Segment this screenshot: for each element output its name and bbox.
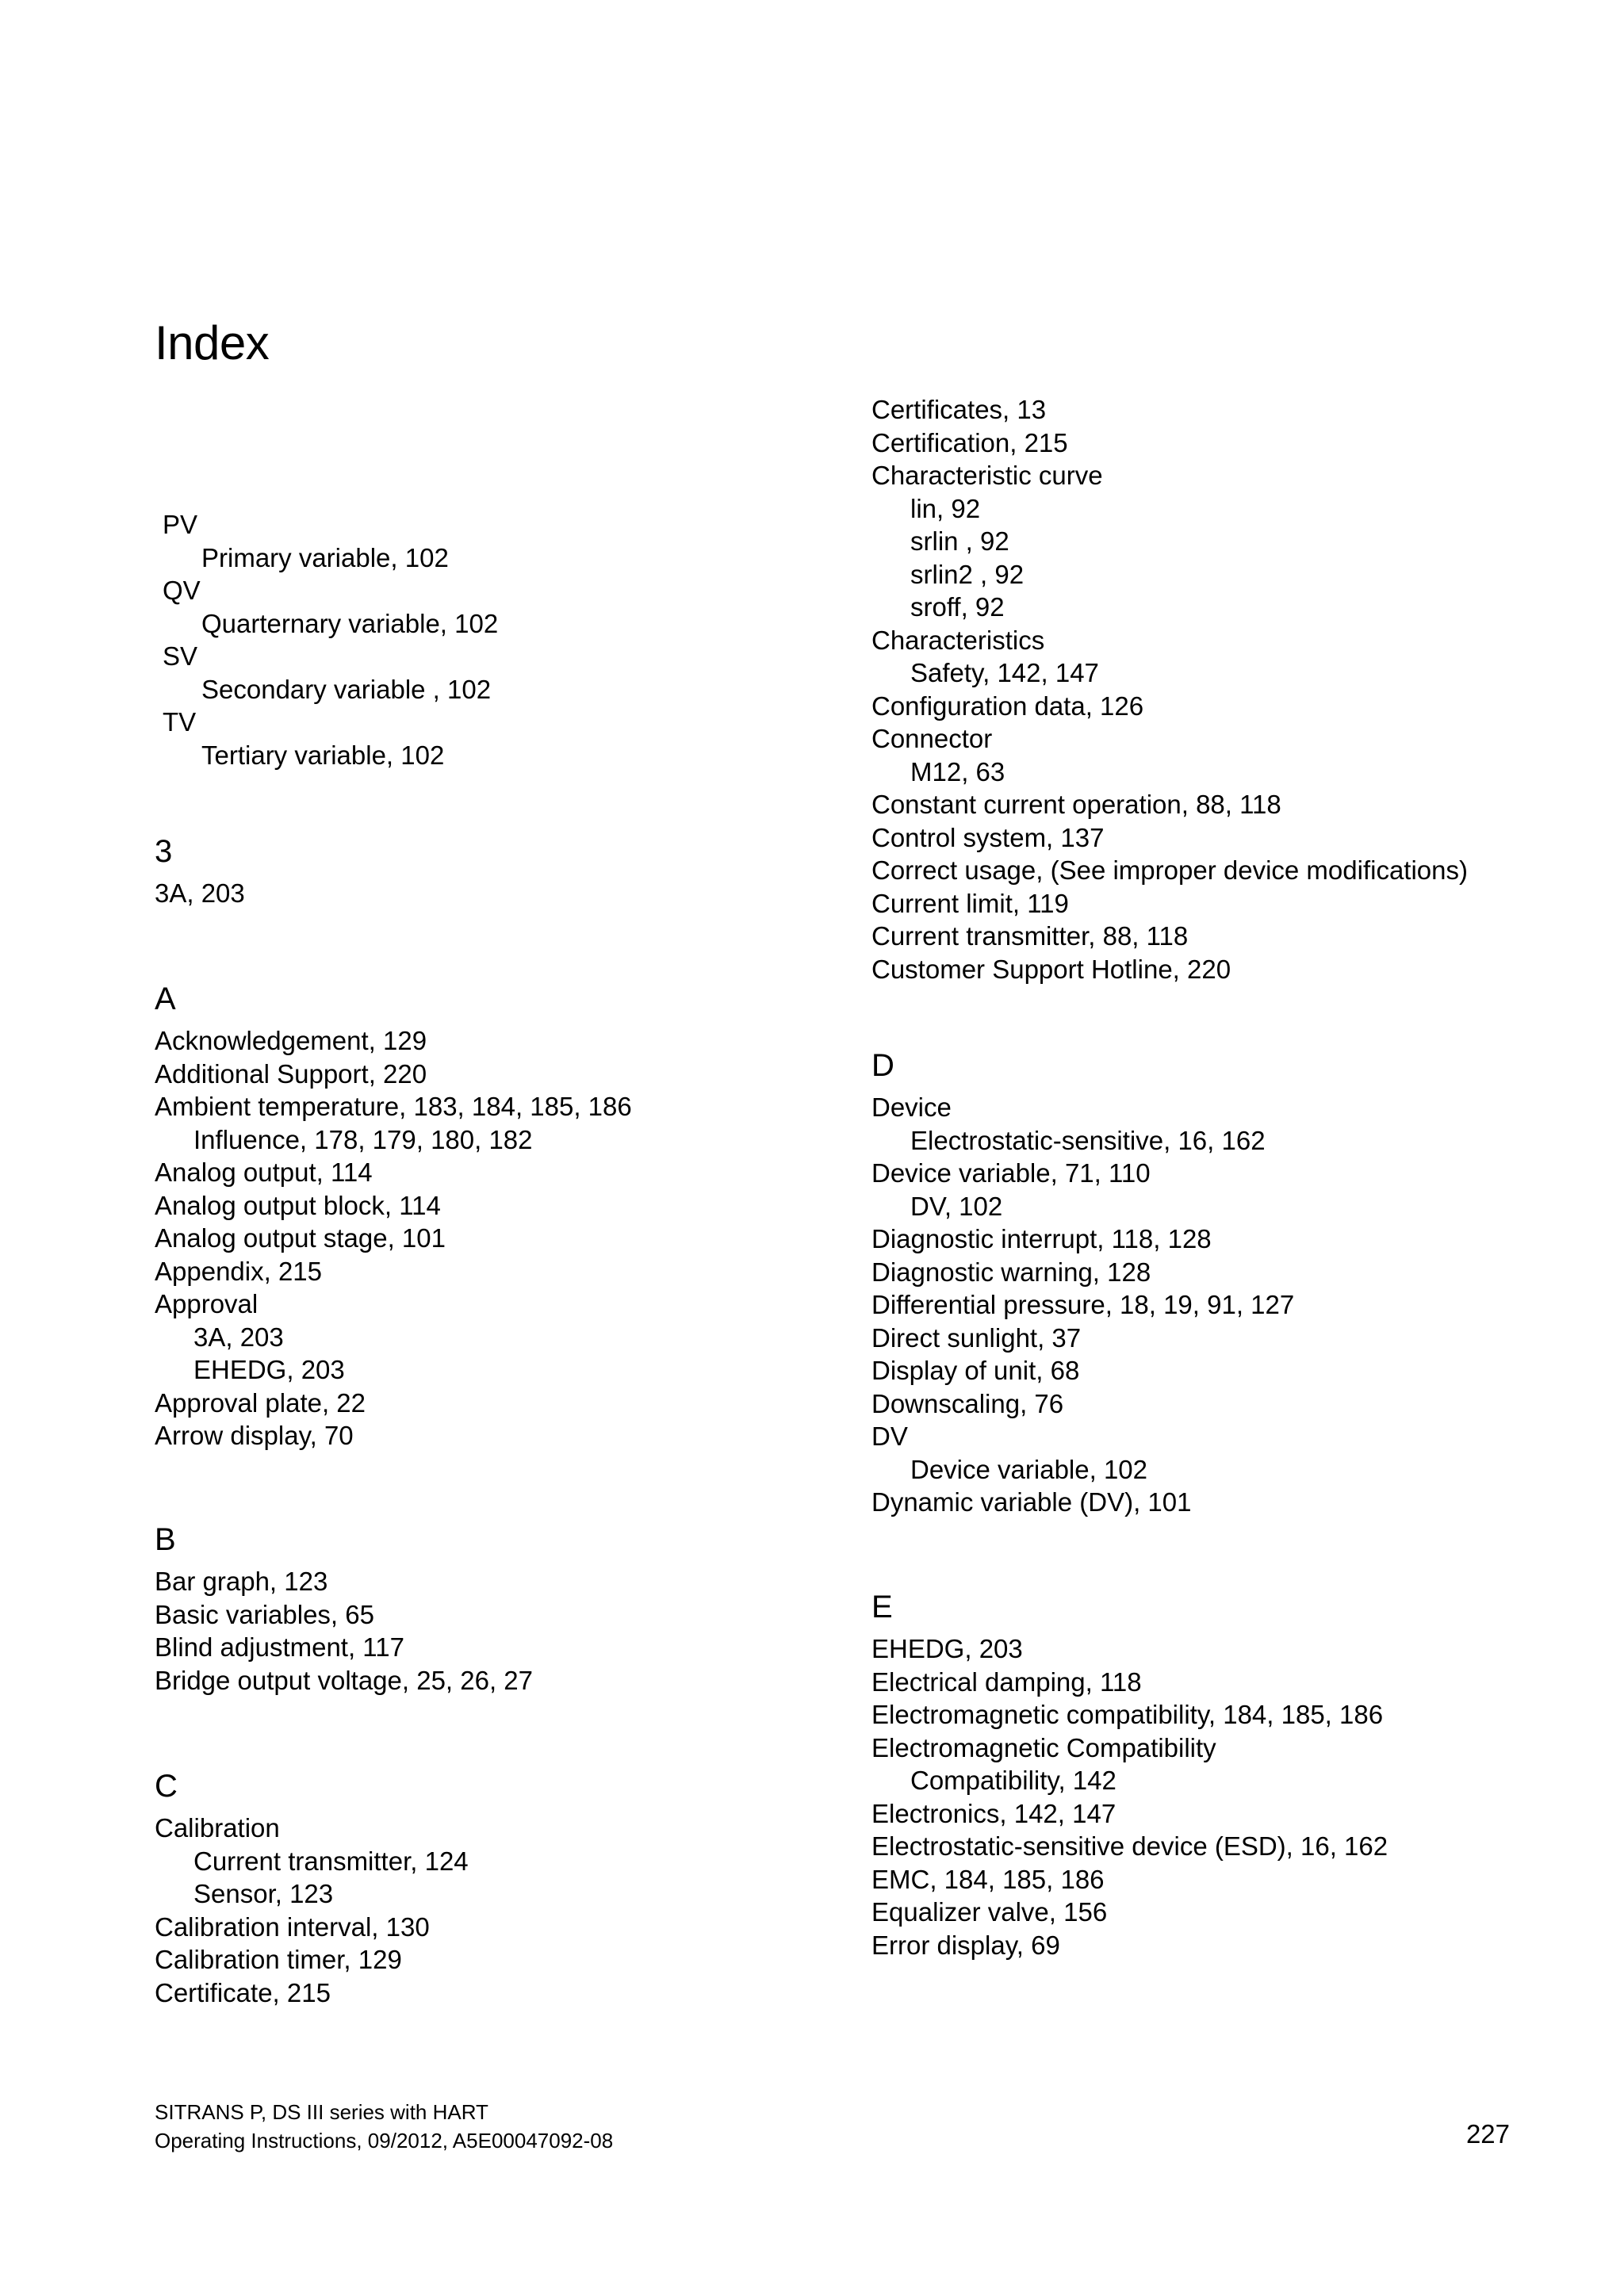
- index-subentry: srlin2 , 92: [910, 559, 1025, 589]
- index-entry: Ambient temperature, 183, 184, 185, 186: [155, 1092, 632, 1121]
- index-entry: Electromagnetic compatibility, 184, 185, 186: [871, 1700, 1384, 1729]
- index-entry: Downscaling, 76: [871, 1388, 1064, 1418]
- index-subentry: Tertiary variable, 102: [201, 740, 445, 770]
- index-entry: Constant current operation, 88, 118: [871, 790, 1281, 819]
- index-subentry: Influence, 178, 179, 180, 182: [193, 1124, 533, 1154]
- index-subentry: Sensor, 123: [193, 1879, 334, 1908]
- index-entry: Display of unit, 68: [871, 1356, 1080, 1385]
- index-entry: Blind adjustment, 117: [155, 1632, 404, 1662]
- index-entry: TV: [163, 707, 197, 737]
- section-heading: E: [871, 1590, 893, 1624]
- index-subentry: Current transmitter, 124: [193, 1846, 469, 1876]
- index-subentry: Compatibility, 142: [910, 1766, 1116, 1795]
- index-entry: EMC, 184, 185, 186: [871, 1864, 1105, 1894]
- section-heading: D: [871, 1048, 894, 1083]
- section-heading: B: [155, 1522, 176, 1557]
- index-entry: Dynamic variable (DV), 101: [871, 1487, 1192, 1517]
- index-entry: Device: [871, 1093, 952, 1122]
- index-entry: Certification, 215: [871, 427, 1068, 457]
- index-section-3: [155, 832, 245, 910]
- section-heading: 3: [155, 834, 173, 869]
- index-entry: SV: [163, 641, 198, 671]
- index-subentry: 3A, 203: [193, 1322, 284, 1352]
- index-subentry: lin, 92: [910, 493, 981, 523]
- index-section-e: [871, 1588, 1388, 1961]
- index-subentry: M12, 63: [910, 756, 1005, 786]
- index-subentry: Electrostatic-sensitive, 16, 162: [910, 1125, 1266, 1155]
- index-entry: Electronics, 142, 147: [871, 1798, 1116, 1828]
- index-subentry: Device variable, 102: [910, 1454, 1147, 1484]
- index-entry: Connector: [871, 724, 993, 753]
- index-entry: Acknowledgement, 129: [155, 1026, 427, 1055]
- index-entry: PV: [163, 510, 198, 539]
- index-entry: Direct sunlight, 37: [871, 1322, 1082, 1353]
- index-entry: Analog output, 114: [155, 1158, 373, 1187]
- index-subentry: EHEDG, 203: [193, 1355, 345, 1384]
- index-entry: Control system, 137: [871, 822, 1105, 852]
- index-section-c-continued: [871, 393, 1468, 985]
- index-entry: Electrical damping, 118: [871, 1667, 1142, 1697]
- page-number: 227: [1465, 2119, 1510, 2149]
- index-subentry: Secondary variable , 102: [201, 674, 492, 704]
- index-entry: Calibration interval, 130: [155, 1911, 430, 1942]
- index-entry: Arrow display, 70: [155, 1421, 354, 1450]
- index-entry: Electrostatic-sensitive device (ESD), 16, 162: [871, 1831, 1388, 1861]
- section-heading: A: [155, 982, 176, 1016]
- index-entry: Analog output block, 114: [155, 1190, 441, 1220]
- page-title: Index: [155, 316, 270, 369]
- index-entry: Appendix, 215: [155, 1256, 323, 1286]
- index-entry: Customer Support Hotline, 220: [871, 954, 1231, 984]
- index-entry: Bridge output voltage, 25, 26, 27: [155, 1665, 534, 1695]
- page-footer: [155, 2098, 613, 2155]
- index-entry: DV: [871, 1422, 908, 1451]
- index-entry: Certificates, 13: [871, 395, 1047, 424]
- index-entry: Diagnostic warning, 128: [871, 1257, 1151, 1287]
- index-entry: Basic variables, 65: [155, 1599, 374, 1629]
- index-entry: Current transmitter, 88, 118: [871, 921, 1189, 951]
- index-entry: Correct usage, (See improper device modifications): [871, 855, 1468, 885]
- footer-product-line: SITRANS P, DS III series with HART: [155, 2100, 488, 2124]
- index-subentry: DV, 102: [910, 1191, 1003, 1221]
- index-section-d: [871, 1047, 1294, 1519]
- index-section-b: [155, 1521, 533, 1697]
- index-entry: Certificate, 215: [155, 1977, 331, 2007]
- index-entry: Approval plate, 22: [155, 1387, 366, 1418]
- index-subentry: Safety, 142, 147: [910, 658, 1099, 687]
- index-section-a: [155, 980, 632, 1452]
- index-entry: 3A, 203: [155, 878, 245, 908]
- index-entry: Differential pressure, 18, 19, 91, 127: [871, 1290, 1295, 1319]
- index-entry: Approval: [155, 1289, 259, 1318]
- index-subentry: Primary variable, 102: [201, 542, 449, 572]
- index-subentry: srlin , 92: [910, 526, 1009, 556]
- index-entry: QV: [163, 576, 201, 605]
- index-entry: Characteristic curve: [871, 461, 1103, 490]
- index-entry: EHEDG, 203: [871, 1634, 1023, 1663]
- index-entry: Equalizer valve, 156: [871, 1897, 1108, 1927]
- index-section-c: [155, 1767, 469, 2009]
- index-entry: Calibration timer, 129: [155, 1945, 402, 1974]
- index-entry: Configuration data, 126: [871, 691, 1144, 721]
- index-entry: Analog output stage, 101: [155, 1223, 446, 1253]
- index-entry: Device variable, 71, 110: [871, 1158, 1151, 1188]
- index-entry: Current limit, 119: [871, 888, 1069, 918]
- index-entry: Bar graph, 123: [155, 1567, 328, 1596]
- index-entry: Characteristics: [871, 625, 1045, 655]
- section-heading: C: [155, 1769, 178, 1804]
- index-entry: Calibration: [155, 1813, 280, 1843]
- index-entry: Diagnostic interrupt, 118, 128: [871, 1224, 1212, 1253]
- index-entry: Electromagnetic Compatibility: [871, 1732, 1216, 1762]
- index-entry: Additional Support, 220: [155, 1058, 427, 1089]
- symbols-section: [163, 508, 498, 771]
- index-subentry: sroff, 92: [910, 592, 1005, 622]
- index-entry: Error display, 69: [871, 1930, 1060, 1960]
- index-subentry: Quarternary variable, 102: [201, 608, 499, 638]
- footer-document-line: Operating Instructions, 09/2012, A5E00047092-08: [155, 2129, 614, 2152]
